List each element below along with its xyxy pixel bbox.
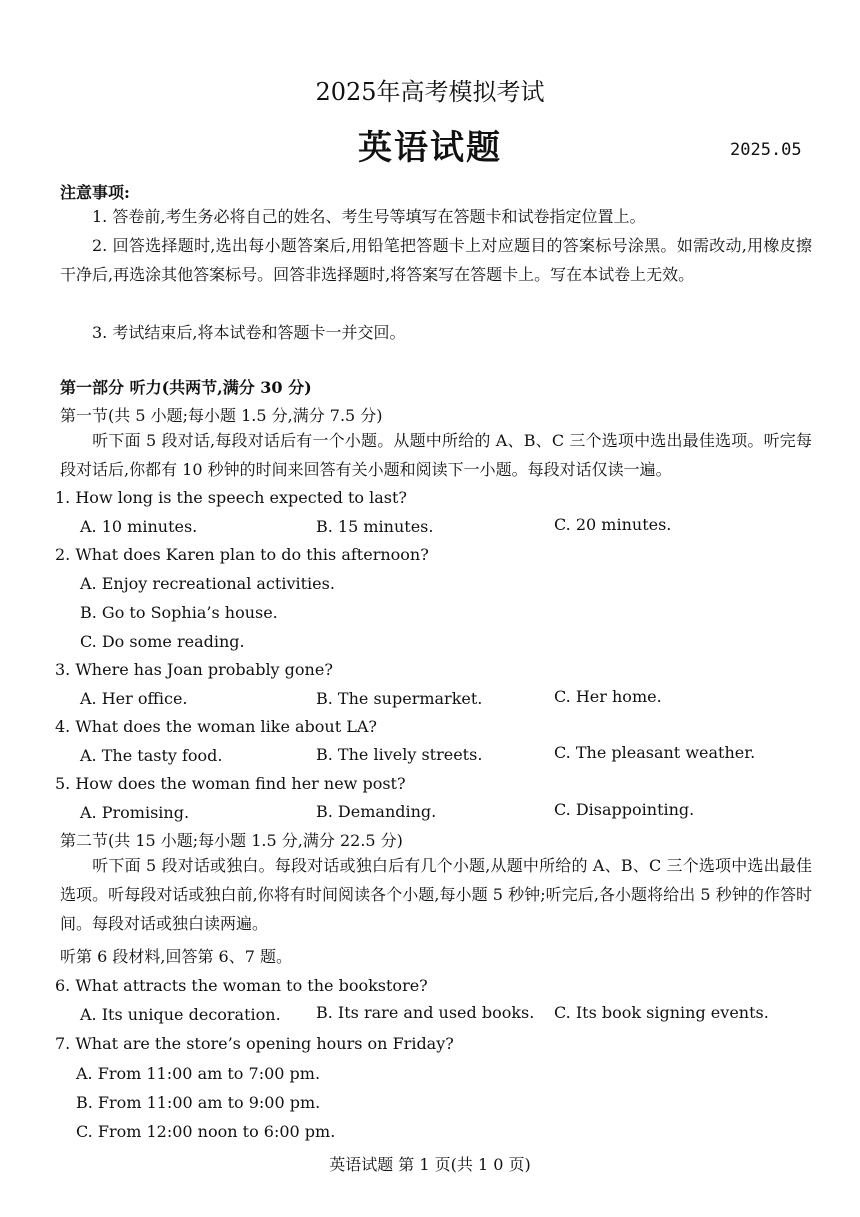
option-a: A. 10 minutes. bbox=[80, 517, 198, 536]
option-b: B. From 11:00 am to 9:00 pm. bbox=[76, 1093, 321, 1112]
option-b: B. 15 minutes. bbox=[316, 517, 434, 536]
option-b: B. Go to Sophia’s house. bbox=[80, 603, 278, 622]
question-stem: 5. How does the woman find her new post? bbox=[55, 774, 406, 793]
section1-heading: 第一节(共 5 小题;每小题 1.5 分,满分 7.5 分) bbox=[60, 406, 383, 425]
exam-title: 2025年高考模拟考试 bbox=[315, 78, 545, 106]
notice-item-3: 3. 考试结束后,将本试卷和答题卡一并交回。 bbox=[92, 323, 406, 342]
question-stem: 6. What attracts the woman to the bookstore? bbox=[55, 976, 428, 995]
option-c: C. 20 minutes. bbox=[554, 515, 672, 534]
option-c: C. The pleasant weather. bbox=[554, 743, 756, 762]
notice-item-1: 1. 答卷前,考生务必将自己的姓名、考生号等填写在答题卡和试卷指定位置上。 bbox=[92, 207, 646, 226]
option-c: C. Its book signing events. bbox=[554, 1003, 769, 1022]
option-c: C. Her home. bbox=[554, 687, 662, 706]
exam-date: 2025.05 bbox=[730, 140, 802, 160]
option-c: C. Disappointing. bbox=[554, 800, 695, 819]
option-a: A. Promising. bbox=[80, 803, 190, 822]
option-c: C. Do some reading. bbox=[80, 632, 245, 651]
material-6-instruction: 听第 6 段材料,回答第 6、7 题。 bbox=[60, 947, 292, 966]
subject-title: 英语试题 bbox=[358, 128, 502, 168]
option-a: A. The tasty food. bbox=[80, 746, 223, 765]
page-footer: 英语试题 第 1 页(共 1 0 页) bbox=[329, 1155, 531, 1174]
option-b: B. The lively streets. bbox=[316, 745, 483, 764]
question-stem: 4. What does the woman like about LA? bbox=[55, 717, 377, 736]
section2-instructions: 听下面 5 段对话或独白。每段对话或独白后有几个小题,从题中所给的 A、B、C 三个选项中选出最佳选项。听每段对话或独白前,你将有时间阅读各个小题,每小题 5 秒钟;听完后,各小题将给出 5 秒钟的作答时间。每段对话或独白读两遍。 bbox=[60, 856, 812, 933]
option-b: B. Its rare and used books. bbox=[316, 1003, 535, 1022]
option-a: A. Her office. bbox=[80, 689, 188, 708]
part1-heading: 第一部分 听力(共两节,满分 30 分) bbox=[60, 378, 312, 397]
option-b: B. Demanding. bbox=[316, 802, 437, 821]
question-stem: 3. Where has Joan probably gone? bbox=[55, 660, 333, 679]
section1-instructions: 听下面 5 段对话,每段对话后有一个小题。从题中所给的 A、B、C 三个选项中选出最佳选项。听完每段对话后,你都有 10 秒钟的时间来回答有关小题和阅读下一小题。每段对话仅读一遍。 bbox=[60, 431, 812, 479]
section2-heading: 第二节(共 15 小题;每小题 1.5 分,满分 22.5 分) bbox=[60, 831, 403, 850]
option-c: C. From 12:00 noon to 6:00 pm. bbox=[76, 1122, 336, 1141]
option-a: A. From 11:00 am to 7:00 pm. bbox=[76, 1064, 321, 1083]
question-stem: 2. What does Karen plan to do this afternoon? bbox=[55, 545, 429, 564]
notice-item-2: 2. 回答选择题时,选出每小题答案后,用铅笔把答题卡上对应题目的答案标号涂黑。如需改动,用橡皮擦干净后,再选涂其他答案标号。回答非选择题时,将答案写在答题卡上。写在本试卷上无效。 bbox=[60, 236, 812, 284]
notice-heading: 注意事项: bbox=[60, 183, 130, 202]
option-b: B. The supermarket. bbox=[316, 689, 483, 708]
option-a: A. Enjoy recreational activities. bbox=[80, 574, 335, 593]
question-stem: 7. What are the store’s opening hours on Friday? bbox=[55, 1034, 454, 1053]
question-stem: 1. How long is the speech expected to last? bbox=[55, 488, 407, 507]
option-a: A. Its unique decoration. bbox=[80, 1005, 281, 1024]
